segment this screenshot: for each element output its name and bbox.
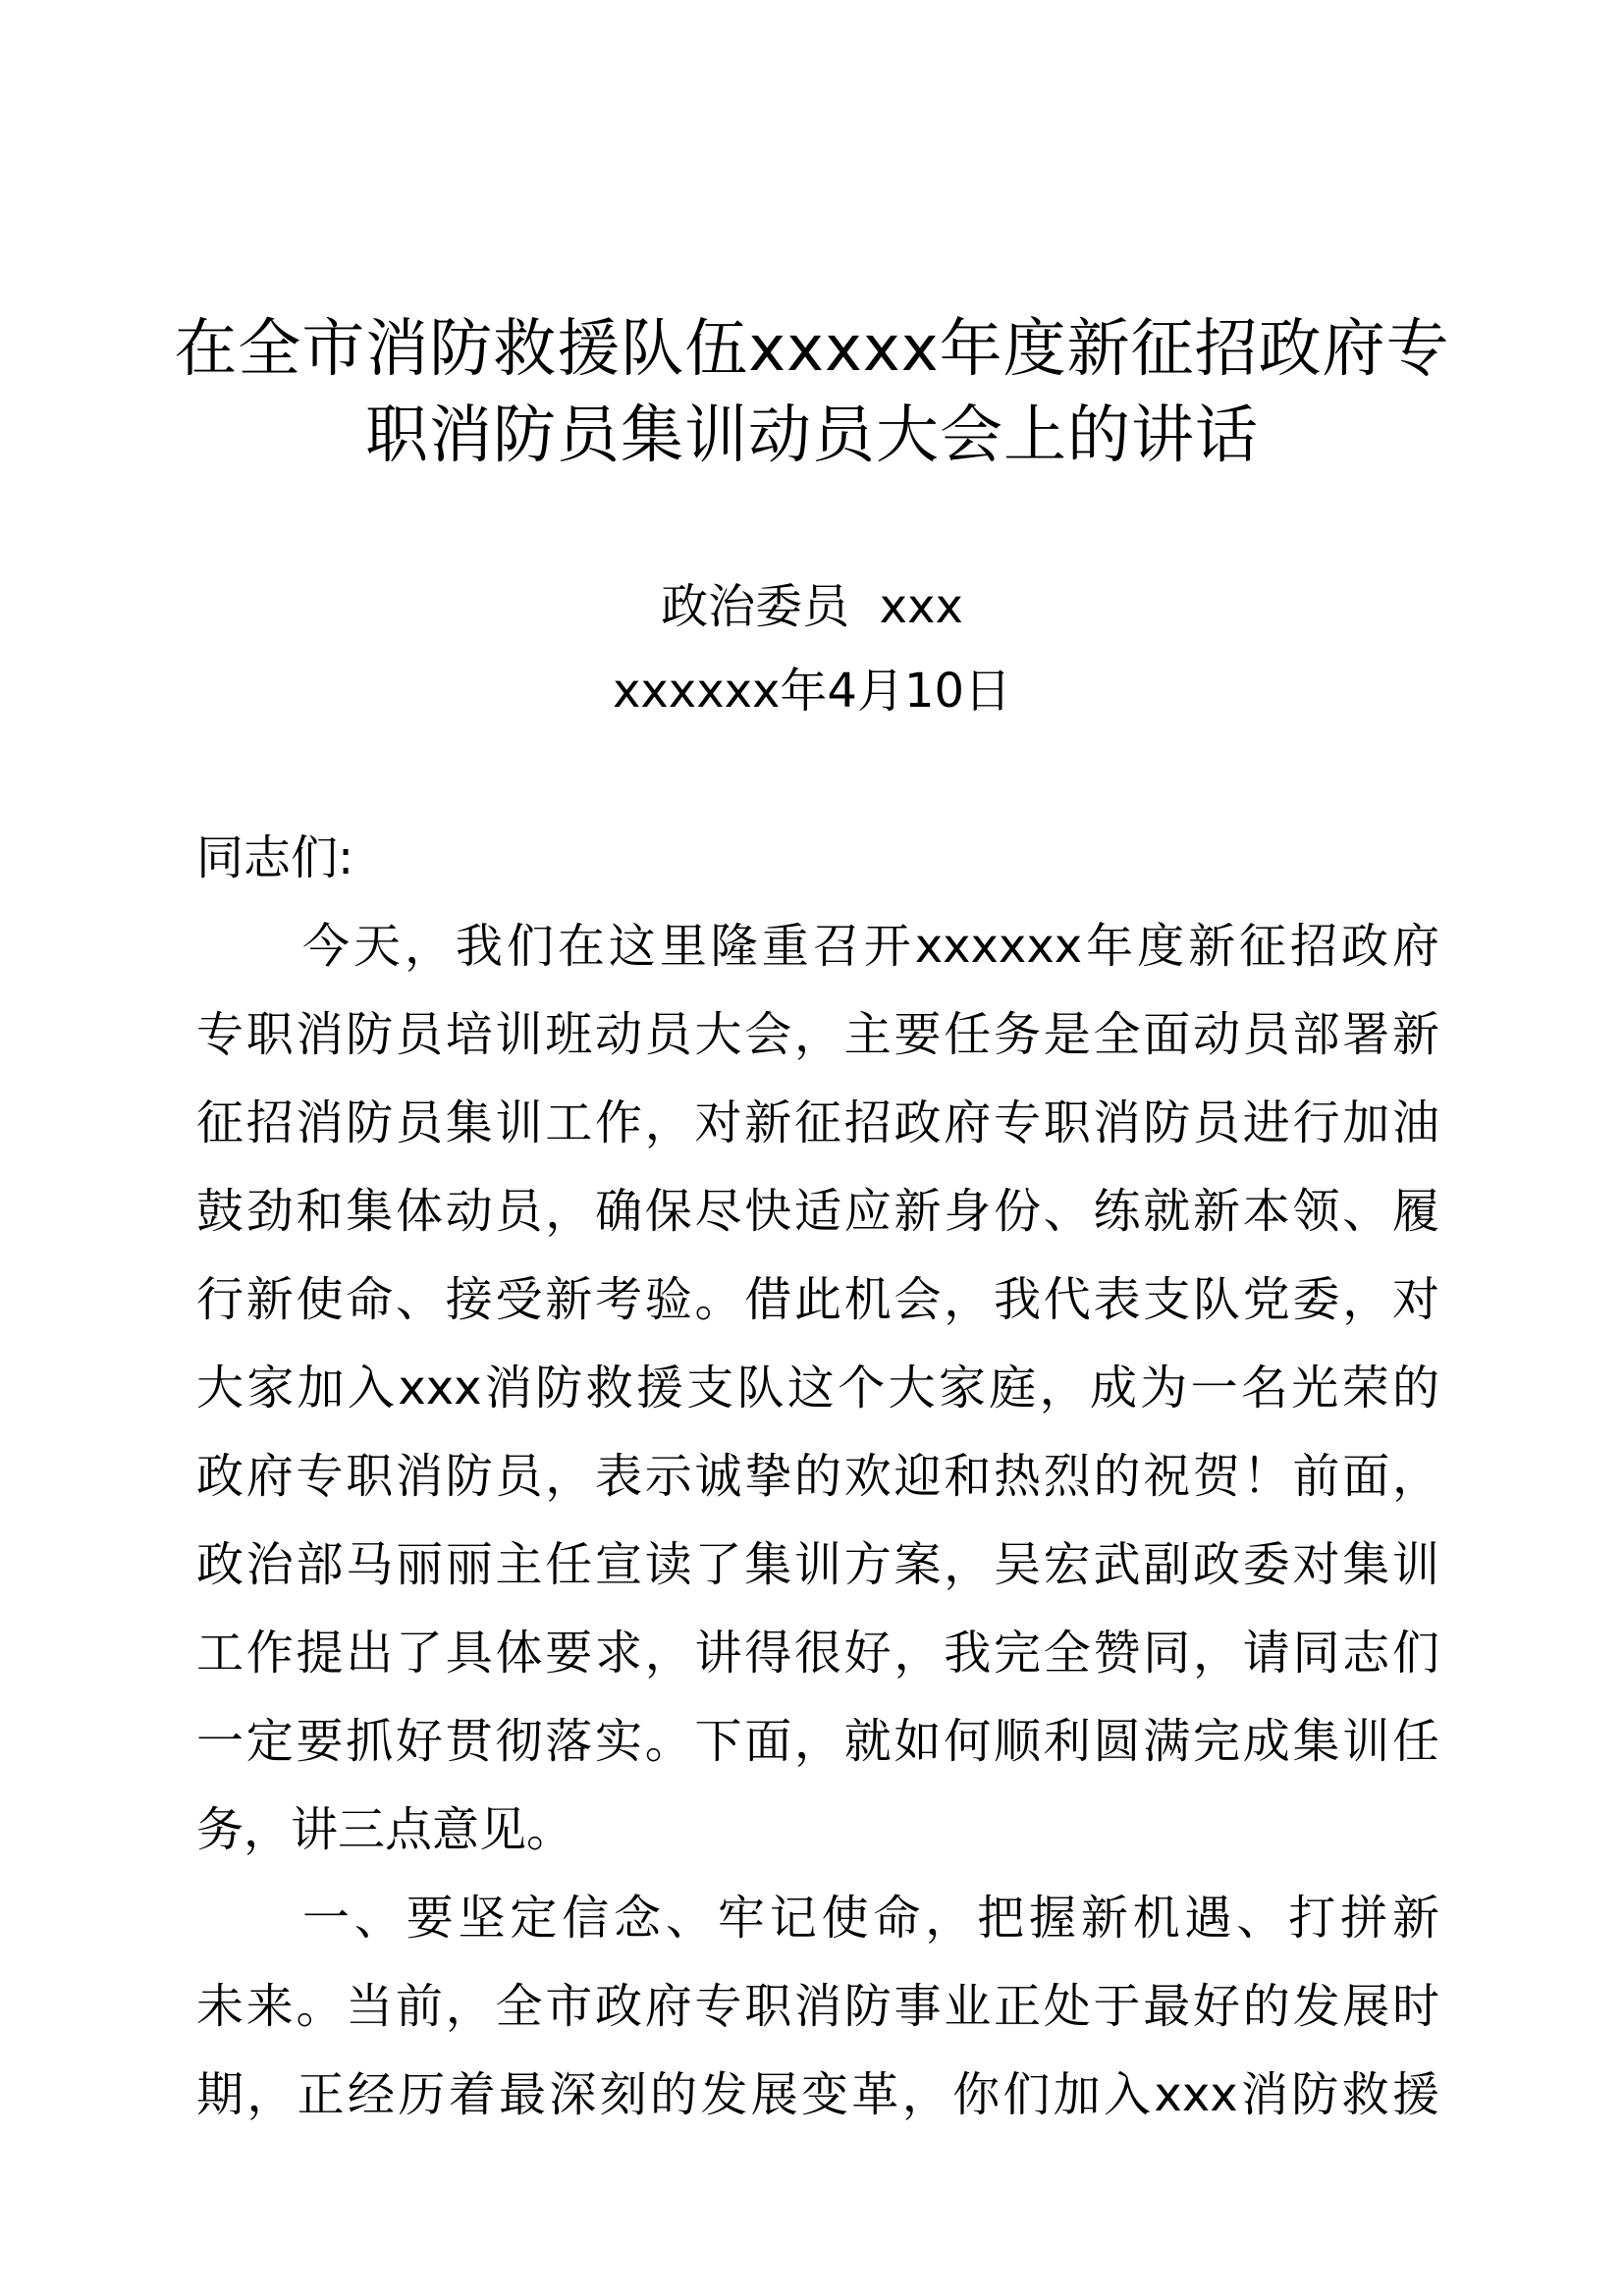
paragraph-line: 专职消防员培训班动员大会，主要任务是全面动员部署新 [196, 1007, 1439, 1062]
paragraph-line: 未来。当前，全市政府专职消防事业正处于最好的发展时 [196, 1979, 1439, 2034]
author: 政治委员 xxx [661, 579, 963, 634]
paragraph-line: 大家加入xxx消防救援支队这个大家庭，成为一名光荣的 [196, 1361, 1439, 1415]
title-line-2: 职消防员集训动员大会上的讲话 [365, 400, 1259, 472]
paragraph [196, 915, 1439, 1887]
paragraph-line: 今天，我们在这里隆重召开xxxxxx年度新征招政府 [302, 919, 1439, 974]
title-line-1: 在全市消防救援队伍xxxxx年度新征招政府专 [174, 313, 1450, 386]
paragraph-line: 政治部马丽丽主任宣读了集训方案，吴宏武副政委对集训 [196, 1537, 1439, 1592]
paragraph-line: 一定要抓好贯彻落实。下面，就如何顺利圆满完成集训任 [196, 1714, 1439, 1769]
paragraph-line: 期，正经历着最深刻的发展变革，你们加入xxx消防救援 [196, 2067, 1439, 2122]
document-body [196, 915, 1439, 2152]
paragraph-line: 工作提出了具体要求，讲得很好，我完全赞同，请同志们 [196, 1626, 1439, 1681]
paragraph-line: 务，讲三点意见。 [196, 1802, 574, 1857]
document-title [0, 306, 1624, 479]
paragraph-line: 征招消防员集训工作，对新征招政府专职消防员进行加油 [196, 1095, 1439, 1150]
date: xxxxxx年4月10日 [612, 664, 1012, 719]
salutation: 同志们: [196, 830, 354, 885]
paragraph-line: 政府专职消防员，表示诚挚的欢迎和热烈的祝贺！前面， [196, 1449, 1439, 1504]
paragraph-line: 一、要坚定信念、牢记使命，把握新机遇、打拼新 [302, 1891, 1439, 1946]
paragraph-line: 行新使命、接受新考验。借此机会，我代表支队党委，对 [196, 1272, 1439, 1327]
paragraph [196, 1887, 1439, 2152]
paragraph-line: 鼓劲和集体动员，确保尽快适应新身份、练就新本领、履 [196, 1184, 1439, 1239]
